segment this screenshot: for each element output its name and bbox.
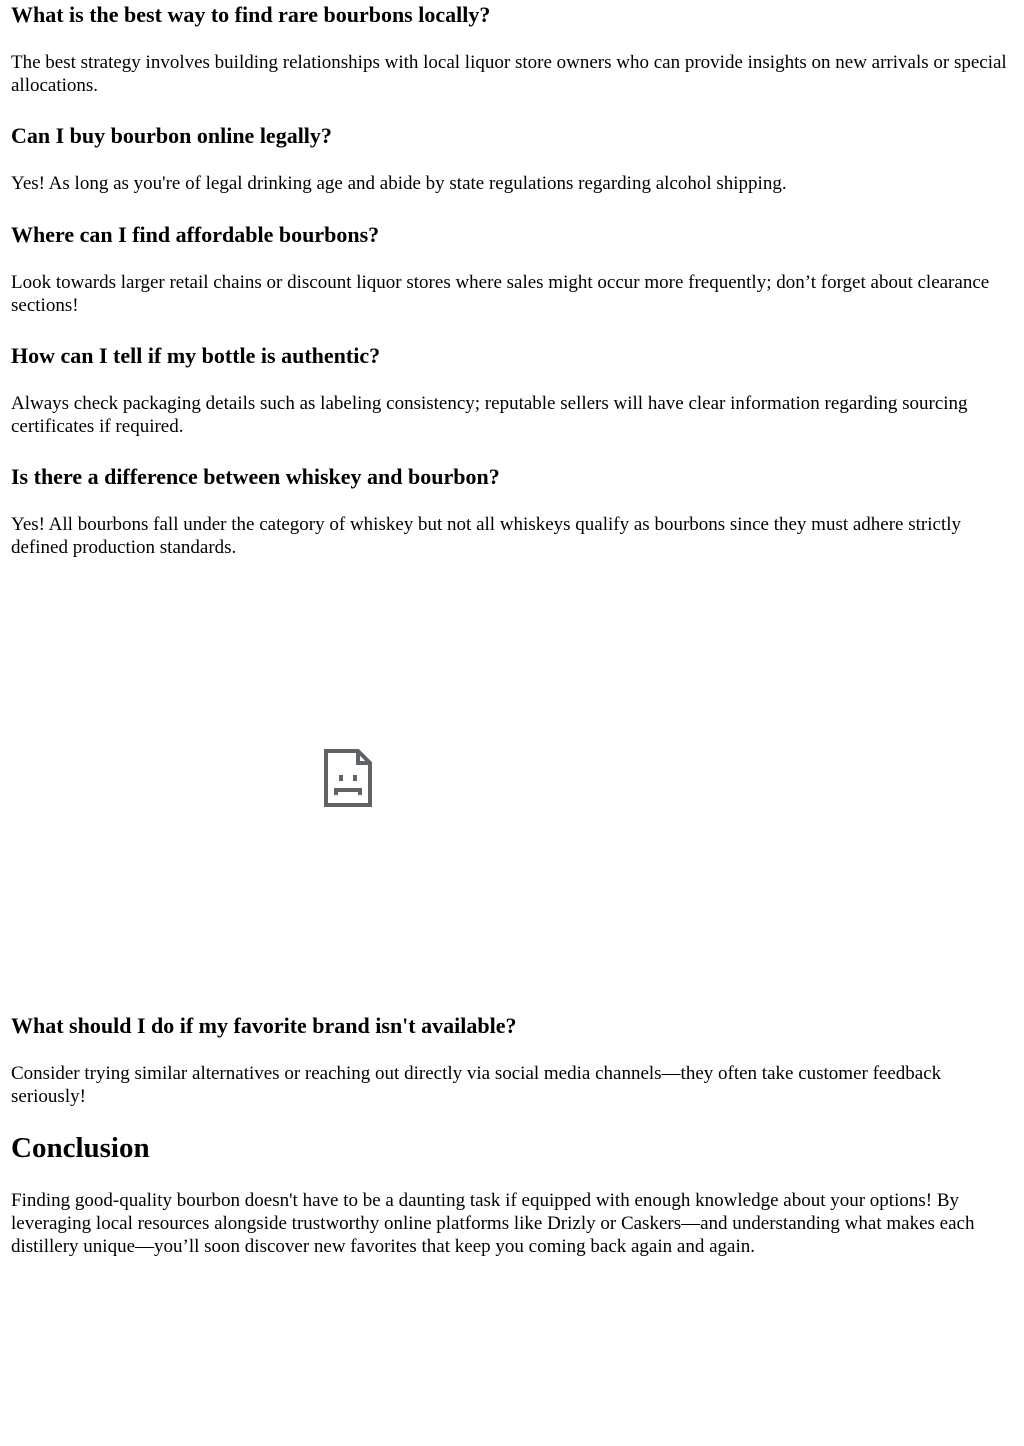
faq-answer: The best strategy involves building relationships with local liquor store owners who can provide insights on new arrivals or special allocations.: [11, 52, 1007, 96]
conclusion-paragraph: Finding good-quality bourbon doesn't have to be a daunting task if equipped with enough knowledge about your options! By leveraging local resources alongside trustworthy online platforms like Drizly or Caskers—and understanding what makes each distillery unique—you’ll soon discover new favorites that keep you coming back again and again.: [11, 1190, 975, 1257]
faq-answer: Yes! All bourbons fall under the category of whiskey but not all whiskeys qualify as bourbons since they must adhere strictly defined production standards.: [11, 514, 962, 558]
faq-answer: Yes! As long as you're of legal drinking age and abide by state regulations regarding alcohol shipping.: [11, 173, 787, 194]
faq-question: Is there a difference between whiskey and bourbon?: [11, 464, 500, 489]
faq-answer: Consider trying similar alternatives or reaching out directly via social media channels—they often take customer feedback seriously!: [11, 1063, 942, 1107]
faq-question: Where can I find affordable bourbons?: [11, 222, 380, 247]
broken-image-icon: [324, 749, 372, 807]
faq-question: Can I buy bourbon online legally?: [11, 123, 332, 148]
conclusion-heading: Conclusion: [11, 1132, 150, 1164]
embedded-image: [11, 559, 1014, 1003]
faq-question: What should I do if my favorite brand isn't available?: [11, 1013, 517, 1038]
faq-question: How can I tell if my bottle is authentic?: [11, 343, 381, 368]
faq-answer: Look towards larger retail chains or discount liquor stores where sales might occur more frequently; don’t forget about clearance sections!: [11, 272, 990, 316]
faq-question: What is the best way to find rare bourbons locally?: [11, 2, 491, 27]
faq-answer: Always check packaging details such as labeling consistency; reputable sellers will have clear information regarding sourcing certificates if required.: [11, 393, 968, 437]
